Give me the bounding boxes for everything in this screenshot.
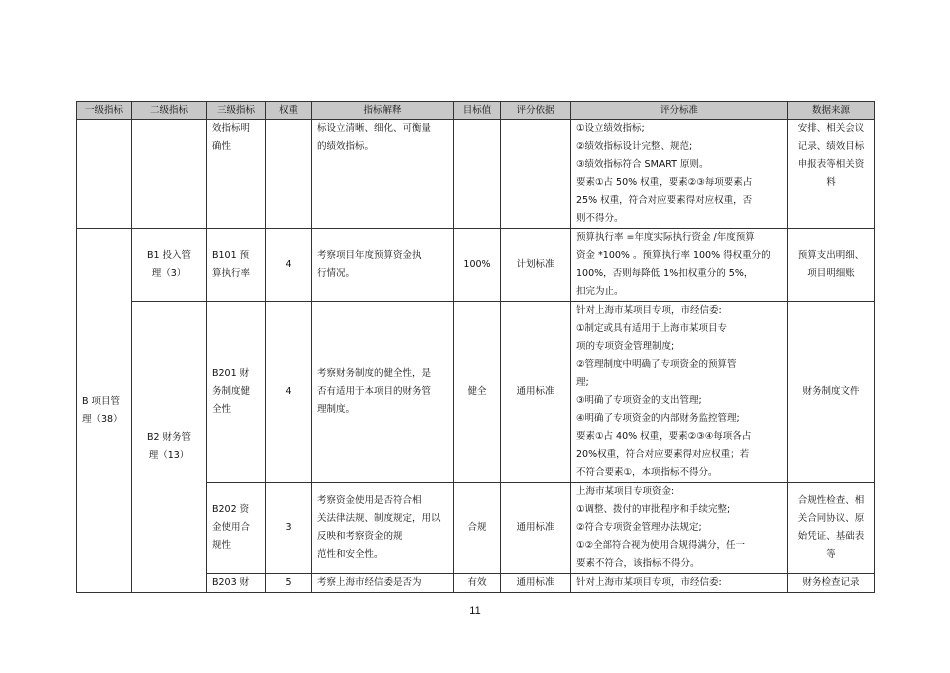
cell-source-b101: 预算支出明细、 项目明细账: [788, 229, 875, 302]
cell-weight-b201: 4: [266, 302, 312, 483]
cell-source-b201: 财务制度文件: [788, 302, 875, 483]
cell-level1-b: B 项目管 理（38）: [77, 229, 132, 593]
cell-level3-b202: B202 资 金使用合 规性: [207, 483, 266, 574]
header-basis: 评分依据: [501, 102, 571, 120]
cell-target-b203: 有效: [454, 574, 501, 593]
cell-basis-b202: 通用标准: [501, 483, 571, 574]
cell-standard: ①设立绩效指标; ②绩效指标设计完整、规范; ③绩效指标符合 SMART 原则。 要素①占 50% 权重，要素②③每项要素占 25% 权重，符合对应要素得对应权重，否 则不得分。: [571, 120, 788, 229]
cell-basis-b101: 计划标准: [501, 229, 571, 302]
header-level3: 三级指标: [207, 102, 266, 120]
cell-explain-b101: 考察项目年度预算资金执 行情况。: [312, 229, 454, 302]
cell-explain-b201: 考察财务制度的健全性，是 否有适用于本项目的财务管 理制度。: [312, 302, 454, 483]
table-row: [77, 302, 875, 483]
cell-explain: 标设立清晰、细化、可衡量 的绩效指标。: [312, 120, 454, 229]
cell-weight-b203: 5: [266, 574, 312, 593]
header-source: 数据来源: [788, 102, 875, 120]
evaluation-table: [76, 101, 875, 593]
cell-level3: 效指标明 确性: [207, 120, 266, 229]
cell-standard-b202: 上海市某项目专项资金: ①调整、拨付的审批程序和手续完整; ②符合专项资金管理办法规定; ①②全部符合视为使用合规得满分，任一 要素不符合，该指标不得分。: [571, 483, 788, 574]
cell-target-b202: 合规: [454, 483, 501, 574]
cell-level3-b201: B201 财 务制度健 全性: [207, 302, 266, 483]
cell-level3-b203: B203 财: [207, 574, 266, 593]
cell-level2-empty: [132, 120, 207, 229]
header-target: 目标值: [454, 102, 501, 120]
header-level1: 一级指标: [77, 102, 132, 120]
cell-basis-empty: [501, 120, 571, 229]
cell-target-b201: 健全: [454, 302, 501, 483]
table-row: [77, 229, 875, 302]
cell-basis-b203: 通用标准: [501, 574, 571, 593]
cell-basis-b201: 通用标准: [501, 302, 571, 483]
table-header-row: [77, 102, 875, 120]
header-level2: 二级指标: [132, 102, 207, 120]
cell-weight-b202: 3: [266, 483, 312, 574]
cell-source-b202: 合规性检查、相 关合同协议、原 始凭证、基础表 等: [788, 483, 875, 574]
cell-target-empty: [454, 120, 501, 229]
cell-level3-b101: B101 预 算执行率: [207, 229, 266, 302]
cell-explain-b202: 考察资金使用是否符合相 关法律法规、制度规定，用以 反映和考察资金的规 范性和安全性。: [312, 483, 454, 574]
cell-standard-b201: 针对上海市某项目专项，市经信委: ①制定或具有适用于上海市某项目专 项的专项资金管理制度; ②管理制度中明确了专项资金的预算管 理; ③明确了专项资金的支出管理; ④明确了专项资金的内部财务监控管理; 要素①占 40% 权重，要素②③④每项各占 20%权重，符合对应要素得对应权重；若 不符合要素①，本项指标不得分。: [571, 302, 788, 483]
header-explain: 指标解释: [312, 102, 454, 120]
cell-standard-b203: 针对上海市某项目专项，市经信委:: [571, 574, 788, 593]
cell-level2-b1: B1 投入管 理（3）: [132, 229, 207, 302]
cell-weight-empty: [266, 120, 312, 229]
cell-explain-b203: 考察上海市经信委是否为: [312, 574, 454, 593]
table-row: [77, 120, 875, 229]
page-number: 11: [469, 605, 481, 617]
cell-level2-b2: B2 财务管 理（13）: [132, 302, 207, 593]
cell-source: 安排、相关会议 记录、绩效目标 申报表等相关资 料: [788, 120, 875, 229]
header-weight: 权重: [266, 102, 312, 120]
cell-weight-b101: 4: [266, 229, 312, 302]
cell-source-b203: 财务检查记录: [788, 574, 875, 593]
cell-target-b101: 100%: [454, 229, 501, 302]
cell-level1-empty: [77, 120, 132, 229]
cell-standard-b101: 预算执行率 =年度实际执行资金 /年度预算 资金 *100% 。预算执行率 100% 得权重分的 100%，否则每降低 1%扣权重分的 5%， 扣完为止。: [571, 229, 788, 302]
header-standard: 评分标准: [571, 102, 788, 120]
